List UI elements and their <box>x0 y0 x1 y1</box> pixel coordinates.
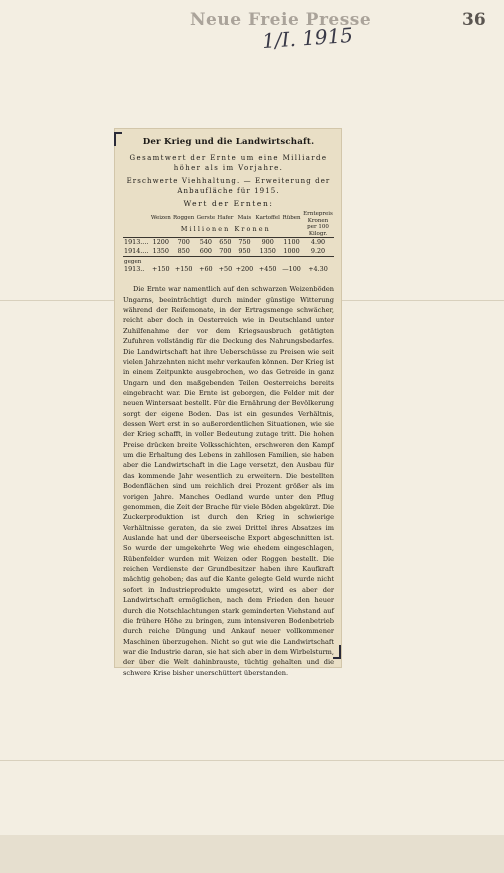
table-cell: 750 <box>238 238 251 247</box>
article-subtitle-2: Erschwerte Viehhaltung. — Erweiterung der Anbaufläche für 1915. <box>126 177 331 195</box>
table-cell: 650 <box>219 238 232 247</box>
table-cell: 4.90 <box>310 238 326 247</box>
table-cell: —100 <box>282 265 301 274</box>
table-cell: 540 <box>199 238 212 247</box>
table-cell: 600 <box>199 247 212 256</box>
column-header: Rüben <box>282 215 301 222</box>
table-cell: 1100 <box>283 238 300 247</box>
table-row <box>123 238 334 248</box>
article-body <box>123 284 334 678</box>
row-label: 1914.... <box>124 247 149 256</box>
table-cell: 700 <box>177 238 190 247</box>
table-cell: 1200 <box>152 238 169 247</box>
units-label: Millionen Kronen <box>180 225 271 234</box>
table-cell: 850 <box>177 247 190 256</box>
table-cell: 9.20 <box>310 247 326 256</box>
table-diff-row <box>123 257 334 275</box>
table-cell: 1350 <box>152 247 169 256</box>
page-number: 36 <box>462 10 486 30</box>
column-header: Hafer <box>217 215 234 222</box>
column-header: Gerste <box>196 215 216 222</box>
clipping-corner-mark <box>114 132 122 146</box>
table-cell: +4.30 <box>308 265 328 274</box>
table-cell: 1350 <box>259 247 276 256</box>
table-cell: +50 <box>218 265 233 274</box>
column-header: Weizen <box>150 215 171 222</box>
harvest-value-table <box>123 211 334 274</box>
article-paragraph: Die Ernte war namentlich auf den schwarzen Weizenböden Ungarns, beeinträchtigt durch minder günstige Witterung während der Reifemonate, in der Ertragsmenge schwächer, reicht aber doch in Oesterreich wie in Deutschland unter Zuhilfenahme der vor dem Kriegsausbruch getätigten Zufuhren vollständig für die Deckung des Nahrungsbedarfes. Die Landwirtschaft hat ihre Ueberschüsse zu Preisen wie seit vielen Jahrzehnten nicht mehr verkaufen können. Der Krieg ist in einem Zeitpunkte ausgebrochen, wo das Getreide in ganz Ungarn und den maßgebenden Teilen Oesterreichs bereits eingebracht war. Die Ernte ist geborgen, die Felder mit der neuen Wintersaat bestellt. Für die Ernährung der Bevölkerung sorgt der eigene Boden. Das ist ein gesundes Verhältnis, dessen Wert erst in so außerordentlichen Situationen, wie sie der Krieg schafft, in voller Bedeutung zutage tritt. Die hohen Preise drücken breite Volksschichten, erschweren den Kampf um die Erhaltung des Lebens in zahllosen Familien, sie haben aber die Landwirtschaft in die Lage versetzt, den Ausbau für das kommende Jahr wesentlich zu erweitern. Die bestellten Bodenflächen sind um reichlich drei Prozent größer als im vorigen Jahre. Manches Oedland wurde unter den Pflug genommen, die Zeit der Brache für viele Böden abgekürzt. Die Zuckerproduktion ist durch den Krieg in schwierige Verhältnisse geraten, da sie zwei Drittel ihres Absatzes im Auslande hat und der überseeische Export abgeschnitten ist. So wurde der umgekehrte Weg wie ehedem eingeschlagen, Rübenfelder wurden mit Weizen oder Roggen bestellt. Die reichen Verdienste der Grundbesitzer haben ihre Kaufkraft mächtig gehoben; das auf die Kante gelegte Geld wurde nicht sofort in Industrieprodukte umgesetzt, wird es aber der Landwirtschaft ermöglichen, nach dem Frieden den heuer durch die Notschlachtungen stark geminderten Viehstand auf die frühere Höhe zu bringen, zum intensiveren Bodenbetrieb durch reiche Düngung und Ankauf neuer vollkommener Maschinen überzugehen. Nicht so gut wie die Landwirtschaft war die Industrie daran, sie hat sich aber in dem Wirbelsturm, der über die Welt dahinbrauste, tüchtig gehalten und die schwere Krise bisher unerschüttert überstanden. <box>123 285 334 677</box>
handwritten-date: 1/I. 1915 <box>261 22 354 54</box>
table-cell: +60 <box>199 265 213 274</box>
column-header: Mais <box>237 215 252 222</box>
table-header-row <box>123 211 334 222</box>
column-header: Roggen <box>173 215 195 222</box>
column-header: Erntepreis Kronen per 100 Kilogr. <box>303 211 333 237</box>
row-label-top: gegen <box>124 259 142 266</box>
column-header: Kartoffel <box>255 215 280 222</box>
table-cell: 950 <box>238 247 251 256</box>
row-label: 1913.... <box>124 238 149 247</box>
table-cell: +450 <box>258 265 277 274</box>
article-title: Der Krieg und die Landwirtschaft. <box>142 137 315 147</box>
table-cell: 900 <box>261 238 274 247</box>
newspaper-clipping <box>114 128 342 677</box>
table-cell: 1000 <box>283 247 300 256</box>
fold-line <box>0 760 504 761</box>
newspaper-stamp: Neue Freie Presse <box>190 10 372 30</box>
table-cell: +150 <box>152 265 170 274</box>
table-title: Wert der Ernten: <box>183 199 274 208</box>
table-row <box>123 247 334 257</box>
table-cell: 700 <box>219 247 232 256</box>
row-label: 1913.. <box>124 265 145 274</box>
clipping-corner-mark <box>333 645 341 659</box>
sheet-bottom-edge <box>0 835 504 873</box>
table-cell: +200 <box>235 265 254 274</box>
article-subtitle: Gesamtwert der Ernte um eine Milliarde höher als im Vorjahre. <box>129 154 328 172</box>
table-cell: +150 <box>174 265 193 274</box>
